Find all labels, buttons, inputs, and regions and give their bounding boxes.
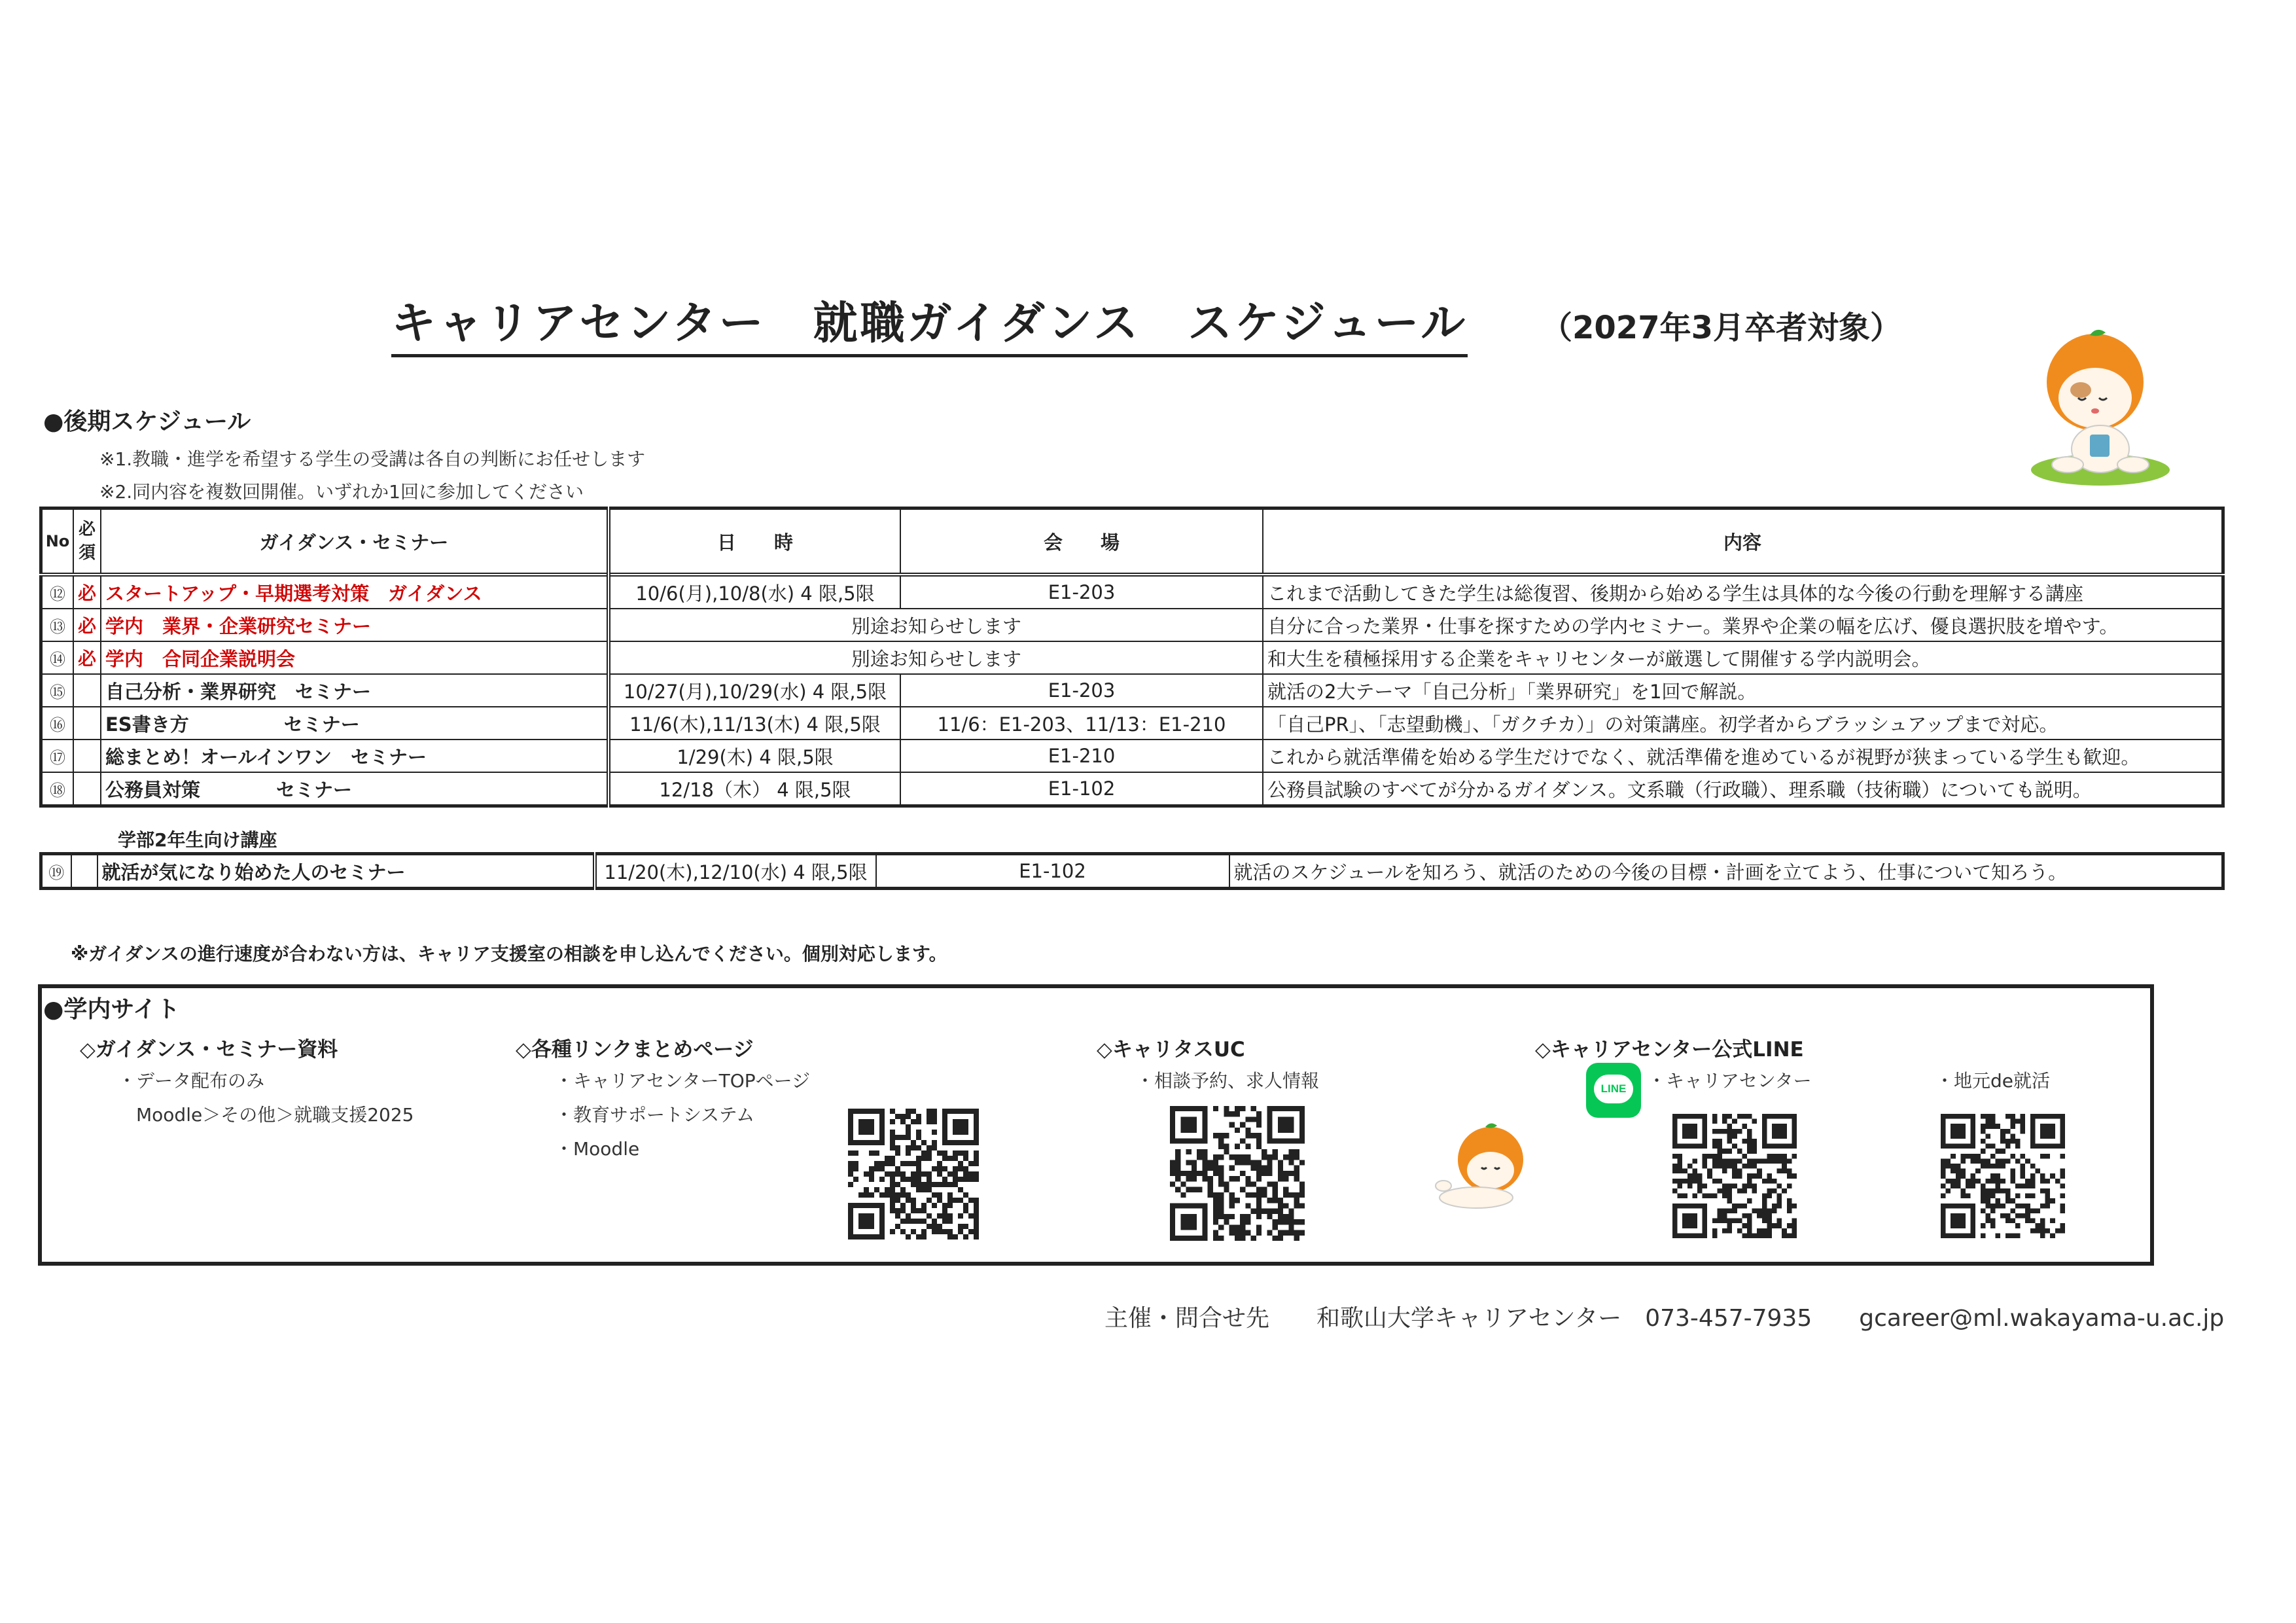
row-venue: 11/6：E1-203、11/13：E1-210 bbox=[900, 707, 1263, 740]
row-date: 10/27(月),10/29(水) 4 限,5限 bbox=[609, 674, 900, 707]
row-title: 公務員対策 セミナー bbox=[101, 772, 609, 806]
row-title: 学内 合同企業説明会 bbox=[101, 641, 609, 674]
page-title: キャリアセンター 就職ガイダンス スケジュール bbox=[391, 288, 1468, 357]
table-row bbox=[41, 772, 2223, 806]
row-content: 和大生を積極採用する企業をキャリセンターが厳選して開催する学内説明会。 bbox=[1263, 641, 2223, 674]
row-title: 就活が気になり始めた人のセミナー bbox=[97, 854, 595, 889]
row-title: ES書き方 セミナー bbox=[101, 707, 609, 740]
mascot-sitting-illustration bbox=[2022, 325, 2172, 488]
row-required bbox=[73, 674, 101, 707]
header-no: No bbox=[41, 508, 74, 575]
row-venue: E1-203 bbox=[900, 575, 1263, 609]
caritas-uc-item: ・相談予約、求人情報 bbox=[1136, 1070, 1320, 1092]
header-title: ガイダンス・セミナー bbox=[101, 508, 609, 575]
row-no: ⑬ bbox=[41, 609, 74, 641]
caritas-uc-heading: ◇キャリタスUC bbox=[1097, 1038, 1245, 1061]
row-required bbox=[73, 707, 101, 740]
row-date: 10/6(月),10/8(水) 4 限,5限 bbox=[609, 575, 900, 609]
row-required bbox=[73, 740, 101, 772]
row-required: 必 bbox=[73, 609, 101, 641]
line-icon: LINE bbox=[1586, 1063, 1641, 1118]
link-moodle[interactable]: ・Moodle bbox=[555, 1138, 640, 1160]
note-1: ※1.教職・進学を希望する学生の受講は各自の判断にお任せします bbox=[99, 448, 646, 470]
row-no: ⑯ bbox=[41, 707, 74, 740]
line-career-center-qr-code bbox=[1672, 1114, 1797, 1238]
links-page-heading: ◇各種リンクまとめページ bbox=[516, 1038, 754, 1061]
row-no: ⑰ bbox=[41, 740, 74, 772]
sub-heading: 学部2年生向け講座 bbox=[118, 829, 277, 851]
guidance-materials-heading: ◇ガイダンス・セミナー資料 bbox=[80, 1038, 338, 1061]
links-qr-code bbox=[848, 1109, 979, 1240]
row-required bbox=[71, 854, 97, 889]
table-row bbox=[41, 854, 2223, 889]
row-date: 11/20(木),12/10(水) 4 限,5限 bbox=[595, 854, 876, 889]
guidance-materials-item-2: Moodle＞その他＞就職支援2025 bbox=[136, 1104, 414, 1126]
link-education-support[interactable]: ・教育サポートシステム bbox=[555, 1104, 755, 1126]
row-venue: E1-102 bbox=[876, 854, 1229, 889]
sites-heading: ●学内サイト bbox=[43, 996, 180, 1023]
page-subtitle: （2027年3月卒者対象） bbox=[1541, 310, 1901, 346]
row-title: 総まとめ！オールインワン セミナー bbox=[101, 740, 609, 772]
row-venue: E1-210 bbox=[900, 740, 1263, 772]
row-content: 就活のスケジュールを知ろう、就活のための今後の目標・計画を立てよう、仕事について知ろう。 bbox=[1229, 854, 2223, 889]
note-2: ※2.同内容を複数回開催。いずれか1回に参加してください bbox=[99, 481, 584, 503]
row-venue: E1-203 bbox=[900, 674, 1263, 707]
row-content: 公務員試験のすべてが分かるガイダンス。文系職（行政職）、理系職（技術職）についても説明。 bbox=[1263, 772, 2223, 806]
row-no: ⑫ bbox=[41, 575, 74, 609]
row-no: ⑲ bbox=[41, 854, 71, 889]
line-local-job-item: ・地元de就活 bbox=[1935, 1070, 2051, 1092]
header-venue: 会 場 bbox=[900, 508, 1263, 575]
footer-host: 主催・問合せ先 bbox=[1104, 1305, 1270, 1332]
row-no: ⑭ bbox=[41, 641, 74, 674]
table-row bbox=[41, 674, 2223, 707]
row-content: 「自己PR」、「志望動機」、「ガクチカ）」の対策講座。初学者からブラッシュアップまで対応。 bbox=[1263, 707, 2223, 740]
row-required bbox=[73, 772, 101, 806]
row-venue: E1-102 bbox=[900, 772, 1263, 806]
footer-email[interactable]: gcareer@ml.wakayama-u.ac.jp bbox=[1859, 1305, 2225, 1332]
row-title: スタートアップ・早期選考対策 ガイダンス bbox=[101, 575, 609, 609]
guidance-materials-item-1: ・データ配布のみ bbox=[118, 1070, 265, 1092]
footer-org: 和歌山大学キャリアセンター 073-457-7935 bbox=[1316, 1305, 1812, 1332]
row-content: 自分に合った業界・仕事を探すための学内セミナー。業界や企業の幅を広げ、優良選択肢を増やす。 bbox=[1263, 609, 2223, 641]
row-date: 1/29(木) 4 限,5限 bbox=[609, 740, 900, 772]
header-content: 内容 bbox=[1263, 508, 2223, 575]
table-row bbox=[41, 707, 2223, 740]
line-local-job-qr-code bbox=[1941, 1114, 2065, 1238]
table-row bbox=[41, 740, 2223, 772]
title-block bbox=[391, 288, 1468, 347]
header-required: 必須 bbox=[73, 508, 101, 575]
table-row bbox=[41, 641, 2223, 674]
table-header-row bbox=[41, 508, 2223, 575]
guidance-note: ※ガイダンスの進行速度が合わない方は、キャリア支援室の相談を申し込んでください。個別対応します。 bbox=[71, 943, 947, 965]
line-heading: ◇キャリアセンター公式LINE bbox=[1535, 1038, 1804, 1061]
mascot-running-illustration bbox=[1430, 1123, 1542, 1215]
row-required: 必 bbox=[73, 575, 101, 609]
section-heading: ●後期スケジュール bbox=[43, 408, 251, 435]
row-title: 学内 業界・企業研究セミナー bbox=[101, 609, 609, 641]
row-title: 自己分析・業界研究 セミナー bbox=[101, 674, 609, 707]
caritas-uc-qr-code bbox=[1170, 1106, 1305, 1241]
row-date-venue: 別途お知らせします bbox=[609, 641, 1263, 674]
row-content: 就活の2大テーマ「自己分析」「業界研究」を1回で解説。 bbox=[1263, 674, 2223, 707]
table-row bbox=[41, 575, 2223, 609]
line-career-center-item: ・キャリアセンター bbox=[1648, 1070, 1812, 1092]
link-career-center-top[interactable]: ・キャリアセンターTOPページ bbox=[555, 1070, 811, 1092]
table-row bbox=[41, 609, 2223, 641]
row-content: これから就活準備を始める学生だけでなく、就活準備を進めているが視野が狭まっている学生も歓迎。 bbox=[1263, 740, 2223, 772]
row-content: これまで活動してきた学生は総復習、後期から始める学生は具体的な今後の行動を理解する講座 bbox=[1263, 575, 2223, 609]
row-required: 必 bbox=[73, 641, 101, 674]
schedule-table bbox=[39, 507, 2225, 808]
header-date: 日 時 bbox=[609, 508, 900, 575]
row-date: 11/6(木),11/13(木) 4 限,5限 bbox=[609, 707, 900, 740]
row-no: ⑮ bbox=[41, 674, 74, 707]
row-date-venue: 別途お知らせします bbox=[609, 609, 1263, 641]
sub-schedule-table bbox=[39, 852, 2225, 890]
row-no: ⑱ bbox=[41, 772, 74, 806]
row-date: 12/18（木） 4 限,5限 bbox=[609, 772, 900, 806]
footer-contact bbox=[1104, 1300, 2224, 1333]
